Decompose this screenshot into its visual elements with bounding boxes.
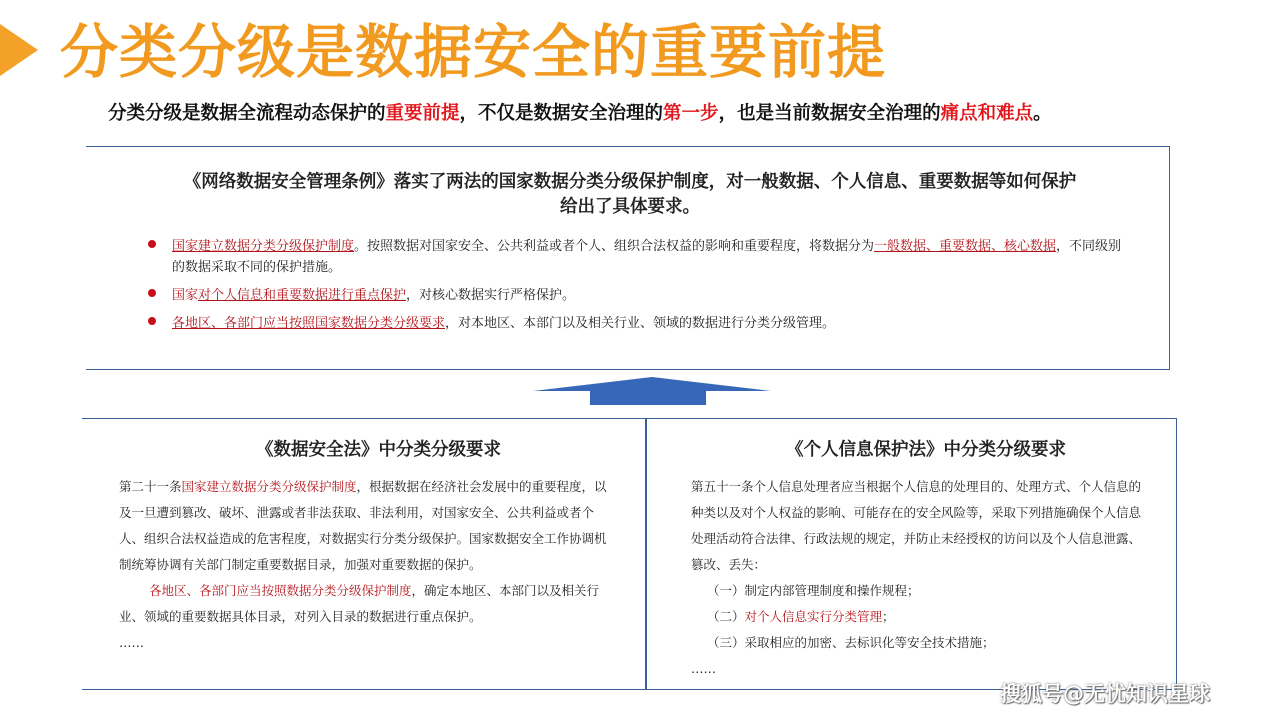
pipl-title: 《个人信息保护法》中分类分级要求 bbox=[786, 440, 1066, 460]
highlight-text: 对个人信息实行分类管理 bbox=[744, 609, 883, 624]
item-prefix: （二） bbox=[707, 609, 745, 624]
data-security-law-title: 《数据安全法》中分类分级要求 bbox=[256, 440, 501, 460]
link-text: 对个人信息和重要数据进行重点保护 bbox=[198, 288, 407, 303]
subtitle bbox=[108, 99, 1052, 125]
paragraph-text: ，确定本地区、本部门以及相关行业、领域的重要数据具体目录，对列入目录的数据进行重点保护。 bbox=[119, 583, 600, 624]
regulation-heading bbox=[100, 170, 1160, 220]
bullet-text: ，不同级别的数据采取不同的保护措施。 bbox=[172, 239, 1122, 275]
column-divider bbox=[645, 418, 647, 690]
bullet-icon bbox=[148, 289, 156, 297]
bullet-text: 国家 bbox=[172, 288, 199, 303]
item-suffix: ； bbox=[882, 609, 895, 624]
link-text: 国家建立数据分类分级保护制度 bbox=[172, 239, 355, 254]
bullet-text: ，对本地区、本部门以及相关行业、领域的数据进行分类分级管理。 bbox=[445, 316, 836, 331]
paragraph-text: 第二十一条 bbox=[119, 479, 182, 494]
watermark: 搜狐号@无忧知识星球 bbox=[1000, 682, 1210, 706]
list-item bbox=[146, 285, 1126, 306]
ellipsis: …… bbox=[119, 635, 144, 650]
subtitle-text: 。 bbox=[1033, 103, 1052, 124]
subtitle-highlight: 重要前提 bbox=[385, 103, 460, 124]
paragraph bbox=[119, 474, 609, 578]
bullet-text: 。按照数据对国家安全、公共利益或者个人、组织合法权益的影响和重要程度，将数据分为 bbox=[354, 239, 875, 254]
subtitle-text: 分类分级是数据全流程动态保护的 bbox=[108, 103, 386, 124]
page-title: 分类分级是数据安全的重要前提 bbox=[60, 18, 887, 86]
list-item: （一）制定内部管理制度和操作规程； bbox=[707, 583, 920, 598]
paragraph bbox=[119, 578, 609, 630]
highlight-text: 国家建立数据分类分级保护制度 bbox=[181, 479, 357, 494]
up-arrow-stem bbox=[590, 391, 706, 405]
bullet-text: ，对核心数据实行严格保护。 bbox=[406, 288, 576, 303]
regulation-bullet-list bbox=[146, 236, 1126, 341]
subtitle-text: ，不仅是数据安全治理的 bbox=[459, 103, 664, 124]
list-item bbox=[146, 236, 1126, 278]
paragraph-text: ，根据数据在经济社会发展中的重要程度，以及一旦遭到篡改、破坏、泄露或者非法获取、非法利用，对国家安全、公共利益或者个人、组织合法权益造成的危害程度，对数据实行分类分级保护。国家数据安全工作协调机制统筹协调有关部门制定重要数据目录，加强对重要数据的保护。 bbox=[119, 479, 607, 572]
subtitle-highlight: 第一步 bbox=[663, 103, 719, 124]
list-item bbox=[146, 313, 1126, 334]
list-item: （三）采取相应的加密、去标识化等安全技术措施； bbox=[707, 635, 995, 650]
link-text: 各地区、各部门应当按照国家数据分类分级要求 bbox=[172, 316, 446, 331]
list-item bbox=[691, 604, 1153, 630]
up-arrow-icon bbox=[533, 377, 771, 391]
subtitle-highlight: 痛点和难点 bbox=[940, 103, 1034, 124]
data-security-law-text bbox=[119, 474, 609, 656]
highlight-text: 各地区、各部门应当按照数据分类分级保护制度 bbox=[149, 583, 412, 598]
pipl-text bbox=[691, 474, 1153, 682]
bullet-icon bbox=[148, 240, 156, 248]
bullet-icon bbox=[148, 317, 156, 325]
paragraph: 第五十一条个人信息处理者应当根据个人信息的处理目的、处理方式、个人信息的种类以及对个人权益的影响、可能存在的安全风险等，采取下列措施确保个人信息处理活动符合法律、行政法规的规定，并防止未经授权的访问以及个人信息泄露、篡改、丢失： bbox=[691, 479, 1142, 572]
ellipsis: …… bbox=[691, 661, 716, 676]
link-text: 一般数据、重要数据、核心数据 bbox=[874, 239, 1057, 254]
subtitle-text: ，也是当前数据安全治理的 bbox=[718, 103, 941, 124]
decorative-arrow-icon bbox=[0, 24, 38, 76]
regulation-heading-line: 给出了具体要求。 bbox=[560, 197, 700, 217]
regulation-heading-line: 《网络数据安全管理条例》落实了两法的国家数据分类分级保护制度，对一般数据、个人信息、重要数据等如何保护 bbox=[183, 172, 1077, 192]
